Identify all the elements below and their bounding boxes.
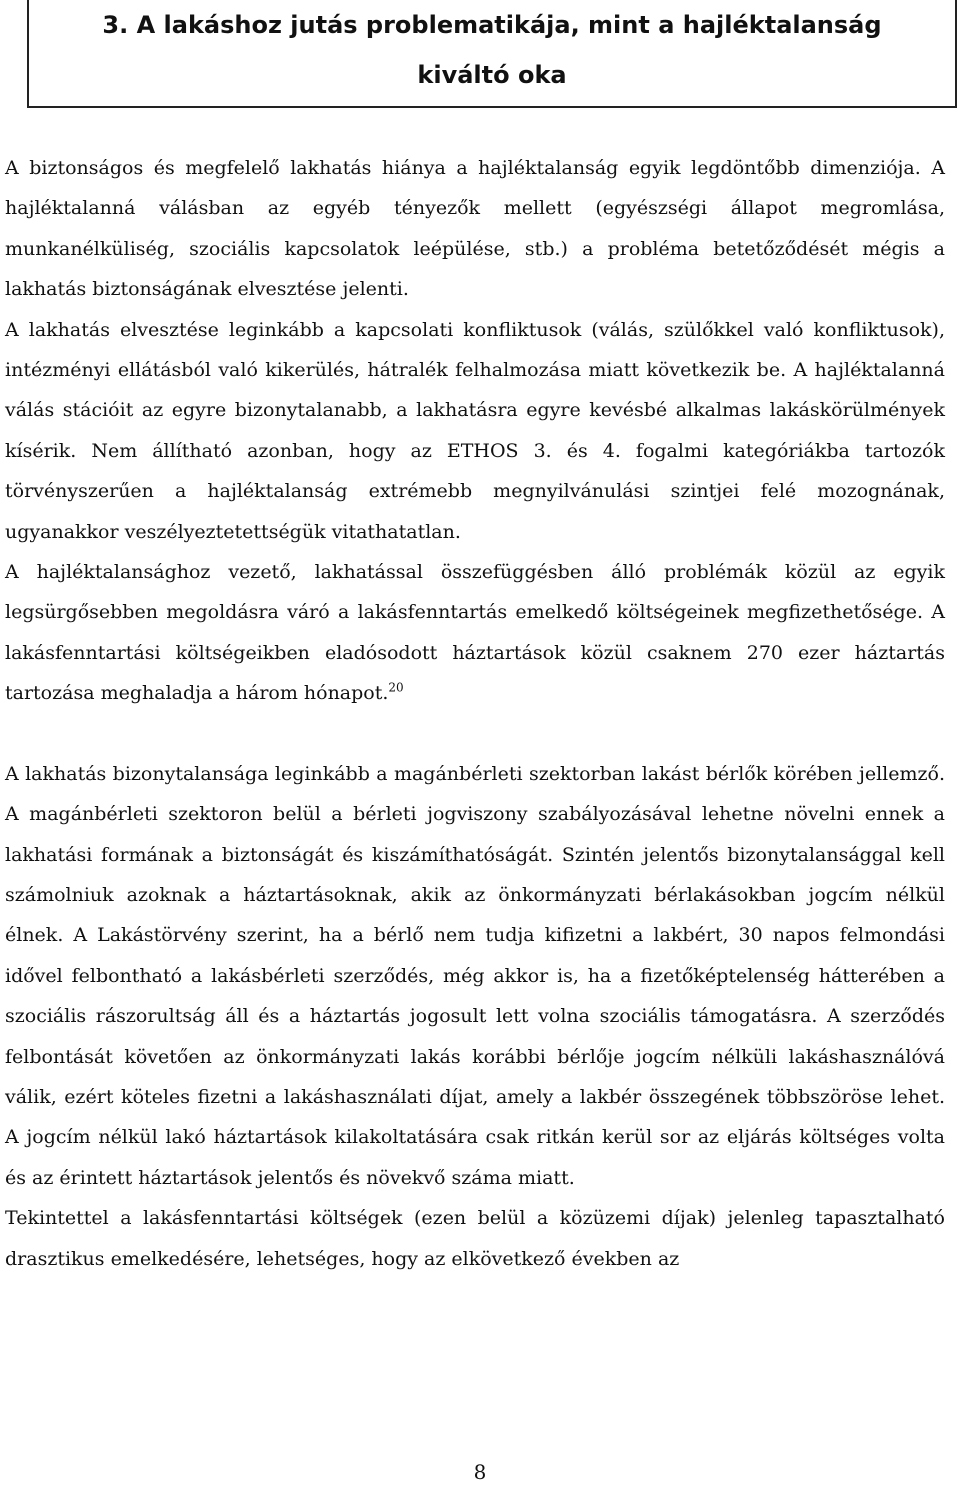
section-heading-box	[27, 0, 957, 108]
paragraph-spacer	[5, 714, 945, 754]
footnote-reference[interactable]: 20	[388, 680, 404, 695]
paragraph-housing-costs-text: A hajléktalansághoz vezető, lakhatással összefüggésben álló problémák közül az egyik legsürgősebben megoldásra váró a lakásfenntartás emelkedő költségeinek megfizethetősége. A lakásfenntartási költségeikben eladósodott háztartások közül csaknem 270 ezer háztartás tartozása meghaladja a három hónapot.	[5, 561, 945, 705]
paragraph-utility-costs: Tekintettel a lakásfenntartási költségek (ezen belül a közüzemi díjak) jelenleg tapasztalható drasztikus emelkedésére, lehetséges, hogy az elkövetkező években az	[5, 1207, 945, 1270]
page-number: 8	[473, 1460, 487, 1484]
section-heading: 3. A lakáshoz jutás problematikája, mint a hajléktalanság kiváltó oka	[102, 11, 882, 89]
paragraph-housing-costs	[5, 552, 945, 714]
paragraph-loss-of-housing: A lakhatás elvesztése leginkább a kapcsolati konfliktusok (válás, szülőkkel való konfliktusok), intézményi ellátásból való kikerülés, hátralék felhalmozása miatt következik be. A hajléktalanná válás stációit az egyre bizonytalanabb, a lakhatásra egyre kevésbé alkalmas lakáskörülmények kísérik. Nem állítható azonban, hogy az ETHOS 3. és 4. fogalmi kategóriákba tartozók törvényszerűen a hajléktalanság extrémebb megnyilvánulási szintjei felé mozognának, ugyanakkor veszélyeztetettségük vitathatatlan.	[5, 318, 945, 543]
document-body	[5, 148, 945, 1279]
paragraph-housing-security: A biztonságos és megfelelő lakhatás hiánya a hajléktalanság egyik legdöntőbb dimenziója. A hajléktalanná válásban az egyéb tényezők mellett (egyészségi állapot megromlása, munkanélküliség, szociális kapcsolatok leépülése, stb.) a probléma betetőződését mégis a lakhatás biztonságának elvesztése jelenti.	[5, 157, 945, 301]
paragraph-private-rental: A lakhatás bizonytalansága leginkább a magánbérleti szektorban lakást bérlők körében jellemző. A magánbérleti szektoron belül a bérleti jogviszony szabályozásával lehetne növelni ennek a lakhatási formának a biztonságát és kiszámíthatóságát. Szintén jelentős bizonytalansággal kell számolniuk azoknak a háztartásoknak, akik az önkormányzati bérlakásokban jogcím nélkül élnek. A Lakástörvény szerint, ha a bérlő nem tudja kifizetni a lakbért, 30 napos felmondási idővel felbontható a lakásbérleti szerződés, még akkor is, ha a fizetőképtelenség hátterében a szociális rászorultság áll és a háztartás jogosult lett volna szociális támogatásra. A szerződés felbontását követően az önkormányzati lakás korábbi bérlője jogcím nélküli lakáshasználóvá válik, ezért köteles fizetni a lakáshasználati díjat, amely a lakbér összegének többszöröse lehet. A jogcím nélkül lakó háztartások kilakoltatására csak ritkán kerül sor az eljárás költséges volta és az érintett háztartások jelentős és növekvő száma miatt.	[5, 762, 945, 1189]
